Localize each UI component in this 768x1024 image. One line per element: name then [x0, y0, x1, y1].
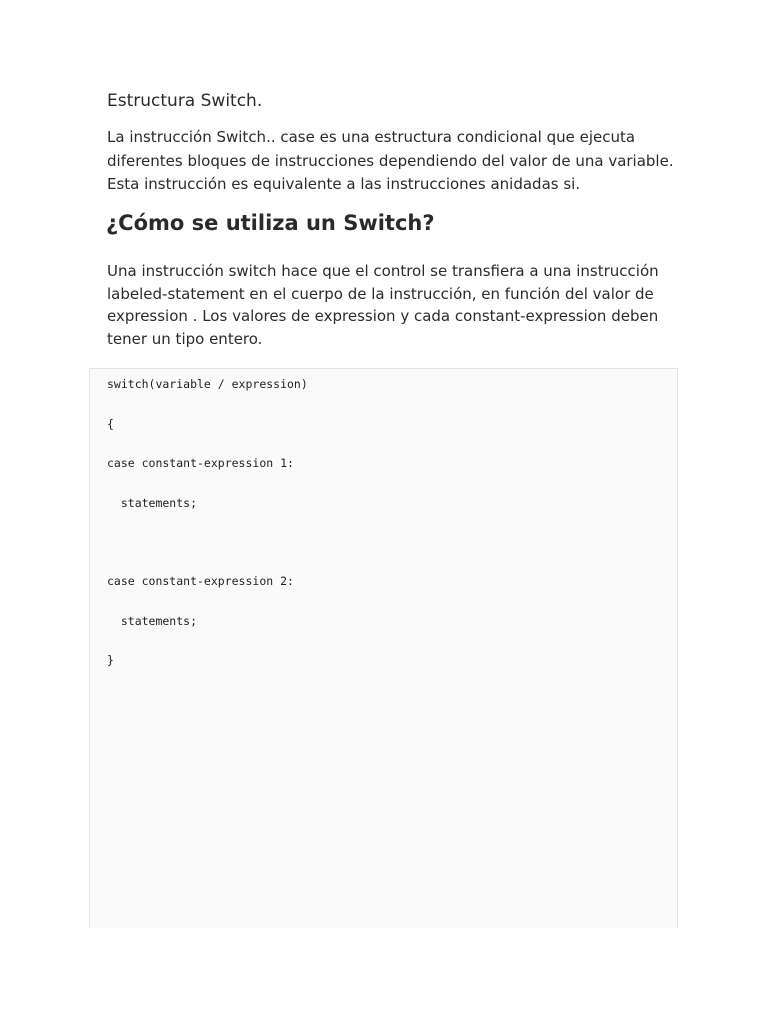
code-line: case constant-expression 1:	[107, 456, 294, 470]
page-bottom-margin	[0, 928, 768, 1024]
intro-line: Esta instrucción es equivalente a las instrucciones anidadas si.	[107, 175, 581, 193]
code-line: statements;	[107, 614, 198, 628]
section-heading: ¿Cómo se utiliza un Switch?	[106, 211, 435, 235]
body-line: labeled-statement en el cuerpo de la instrucción, en función del valor de	[107, 284, 654, 303]
code-line: }	[107, 653, 114, 667]
section-title: Estructura Switch.	[107, 91, 263, 111]
body-line: Una instrucción switch hace que el control se transfiera a una instrucción	[107, 262, 659, 280]
body-line: tener un tipo entero.	[107, 329, 263, 348]
intro-line: diferentes bloques de instrucciones dependiendo del valor de una variable.	[107, 151, 674, 170]
code-line: statements;	[107, 496, 198, 510]
intro-paragraph	[107, 126, 674, 197]
body-line: expression . Los valores de expression y cada constant-expression deben	[107, 307, 659, 325]
code-line: switch(variable / expression)	[107, 377, 308, 391]
code-block	[89, 368, 678, 948]
intro-line: La instrucción Switch.. case es una estructura condicional que ejecuta	[107, 128, 636, 146]
body-paragraph	[107, 260, 667, 350]
code-line: {	[107, 417, 114, 431]
code-line: case constant-expression 2:	[107, 574, 294, 588]
